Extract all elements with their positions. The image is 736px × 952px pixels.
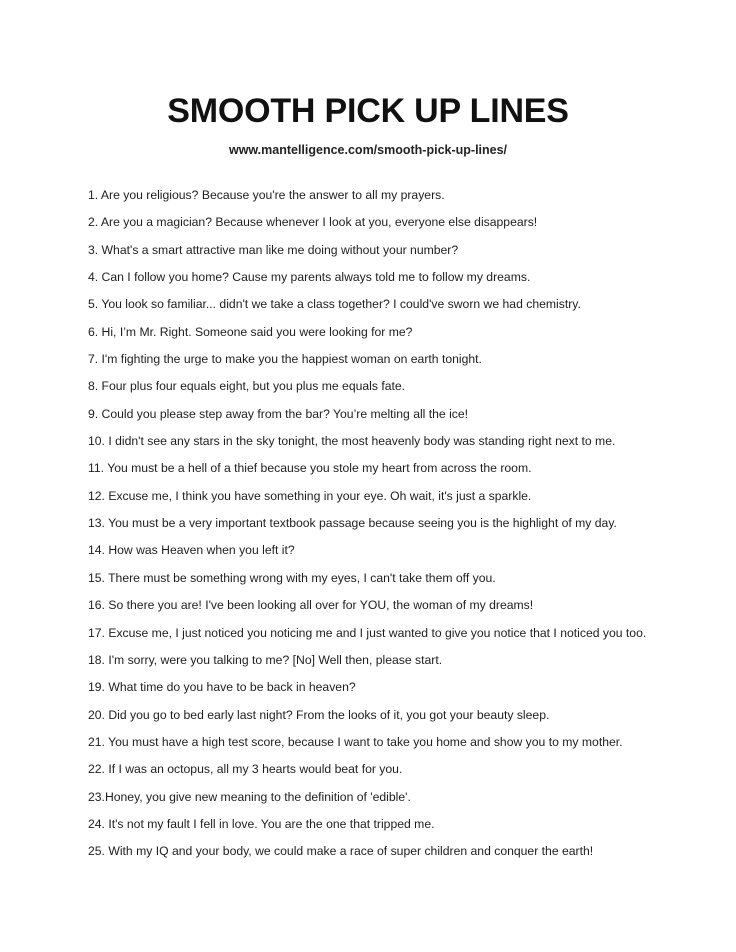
list-item: 16. So there you are! I've been looking all over for YOU, the woman of my dreams!: [88, 598, 534, 613]
list-item: 2. Are you a magician? Because whenever I look at you, everyone else disappears!: [88, 215, 538, 230]
list-item: 3. What's a smart attractive man like me doing without your number?: [88, 242, 459, 257]
list-item: 19. What time do you have to be back in heaven?: [88, 680, 356, 695]
page-title: SMOOTH PICK UP LINES: [167, 92, 569, 130]
list-item: 21. You must have a high test score, because I want to take you home and show you to my mother.: [88, 734, 623, 749]
list-item: 13. You must be a very important textbook passage because seeing you is the highlight of my day.: [88, 516, 617, 531]
list-item: 25. With my IQ and your body, we could make a race of super children and conquer the earth!: [88, 844, 594, 859]
list-item: 17. Excuse me, I just noticed you noticing me and I just wanted to give you notice that I noticed you too.: [88, 625, 647, 640]
list-item: 24. It's not my fault I fell in love. You are the one that tripped me.: [88, 816, 435, 831]
list-item: 8. Four plus four equals eight, but you plus me equals fate.: [88, 379, 406, 394]
list-item: 22. If I was an octopus, all my 3 hearts would beat for you.: [88, 762, 403, 777]
list-item: 14. How was Heaven when you left it?: [88, 543, 295, 558]
list-item: 20. Did you go to bed early last night? From the looks of it, you got your beauty sleep.: [88, 707, 550, 722]
list-item: 15. There must be something wrong with my eyes, I can't take them off you.: [88, 570, 496, 585]
list-item: 5. You look so familiar... didn't we take a class together? I could've sworn we had chemistry.: [88, 297, 581, 312]
list-item: 23.Honey, you give new meaning to the definition of 'edible'.: [88, 789, 411, 804]
list-item: 4. Can I follow you home? Cause my parents always told me to follow my dreams.: [88, 270, 531, 285]
list-item: 12. Excuse me, I think you have something in your eye. Oh wait, it's just a sparkle.: [88, 488, 532, 503]
list-item: 1. Are you religious? Because you're the answer to all my prayers.: [88, 188, 445, 202]
list-item: 10. I didn't see any stars in the sky tonight, the most heavenly body was standing right next to me.: [88, 434, 616, 449]
list-item: 9. Could you please step away from the bar? You’re melting all the ice!: [88, 406, 469, 421]
list-item: 6. Hi, I’m Mr. Right. Someone said you were looking for me?: [88, 324, 413, 339]
source-url: www.mantelligence.com/smooth-pick-up-lines/: [228, 143, 508, 157]
list-item: 11. You must be a hell of a thief because you stole my heart from across the room.: [88, 461, 532, 476]
pick-up-lines-list: [88, 186, 718, 870]
list-item: 18. I'm sorry, were you talking to me? [No] Well then, please start.: [88, 652, 443, 667]
list-item: 7. I'm fighting the urge to make you the happiest woman on earth tonight.: [88, 352, 482, 367]
